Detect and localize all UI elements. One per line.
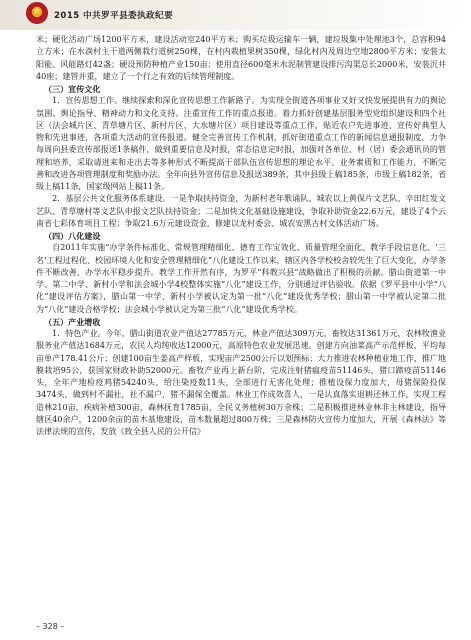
section-heading-propaganda: （三）宣传文化: [44, 84, 101, 94]
body-paragraph: 2．基层公共文化服务体系建设。一是争取扶持资金，为新村老年歌诵队、城农以上黄保片文艺队、辛田红发文艺队、青草塘村等文艺队申报文艺队扶持资金；二是加快文化基础设施建设，争取补助资金22.6万元，建设了4个云南省七彩体育项目工程；争取21.6万元建设资金，修建以龙村委会、城农安黑古村文体活动广场。: [36, 194, 446, 228]
party-emblem-icon: [26, 2, 48, 24]
section-heading-eight-standards: （四）八化建设: [44, 231, 101, 241]
page-body: [36, 34, 446, 438]
body-paragraph: 1．宣传思想工作。继续探索和深化宣传思想工作新路子。为实现全街道各项事业又好又快发展提供有力的舆论氛围、舆论指导、精神动力和文化支持。注重宣传工作的重点报道。着力抓好创建基层服务型党组织建设和四个社区（法会城片区、青草塘片区、新村片区、大水塘片区）项目建设等重点工作，贴近农户先进事迹、宣传好典型人物和先进事迹，各项重大活动的宣传报道。健全完善宣传工作机制，抓好街道重点工作的新闻信息通报制度，力争每周向县委宣传部报送1条稿件，做到重要信息及时报，常态信息定时报，加强对各单位、村（居）委会通讯员的管理和培养，采取请进来和走出去等多种形式不断提高干部队伍宣传思想的理论水平、业务素质和工作能力，不断完善和改进各项管理制度和奖励办法。全年向县外宣传信息及报送389条，其中县级上稿185条，市级上稿182条，省级上稿11条，国家级网站上稿11条。: [36, 96, 446, 191]
body-paragraph: 米；硬化活动广场1200平方米，建设活动室240平方米；购买垃圾运输车一辆，建垃圾集中处理池3个，总容积94立方米；在水淌村主干道两侧栽行道树250棵，在村内栽植果树350棵，绿化村内及周边空地2800平方米；安装太阳能、风能路灯42盏；硬设预防种植产业150亩；使用直径600毫米水泥制管建设排污沟渠总长2000米，安装沉井40座；建管并重，建立了一个行之有效的后续管理制度。: [36, 35, 446, 81]
body-paragraph: 1．特色产业。今年，腊山街道农业产值达27785万元，林业产值达309万元，畜牧达31361万元，农林牧渔业服务业产值达1684万元，农民人均纯收达12000元，高原特色农业发展迅速。创建方向油菜高产示范样板，平均每亩单产178.41公斤；创建100亩生姜高产样板，实现亩产2500公斤以划预标；大力推进农林种植业地工作，推广地膜栽培95公，获国家财政补助52000元。畜牧产业再上新台阶，完成注射猪瘟疫苗51146头，猪口蹄疫苗51146头，全年产地检疫鸡猪54240头，给注染疫数11头，全部进行无害化处理；推植设保力度加大，母猪保险投保3474头，做到村不漏社，社不漏户，猪不漏保全覆盖。林业工作成效喜人，一是认真落实退耕还林工作，实现工程造林210亩，疾病补植300亩，森林抚育1785亩，全民义务植树30万余株；二是积极推进林业林非主林建设，指导辖区40余户，1200余亩的苗木基地建设，苗木数量超过800万株；三是森林防火宣传力度加大，开展《森林法》等法律法规的宣传，发放《致全县人民的公开信》: [36, 329, 447, 436]
running-header-title: 2015 中共罗平县委执政纪要: [54, 11, 174, 21]
running-header: [0, 0, 471, 30]
page-number: – 328 –: [36, 622, 65, 631]
section-heading-industry-income: （五）产业增收: [44, 316, 101, 327]
body-paragraph: 自2011年实施“办学条件标准化、常规管理精细化、德育工作宝效化、质量管理全面化、教学手段信息化、‘三名’工程过程化、校园环境人化和安全管理精细化”八化建设工作以来，辖区内各学校校舍较先生了巨大变化，办学条件不断改善，办学水平稳步提升。教学工作开然有序，为罗平“科教兴县”战略做出了积极的贡献。腊山街道第一中学、第二中学、新村小学和法会城小学4校整体实施“八化”建设工作，分别通过评估验收。依据《罗平县中小学“八化”建设评估方案》，腊山第一中学、新村小学被认定为第一批“八化”建设优秀学校；腊山第一中学被认定第二批为“八化”建设合格学校；法会城小学被认定为第三批“八化”建设优秀学校。: [36, 243, 446, 314]
